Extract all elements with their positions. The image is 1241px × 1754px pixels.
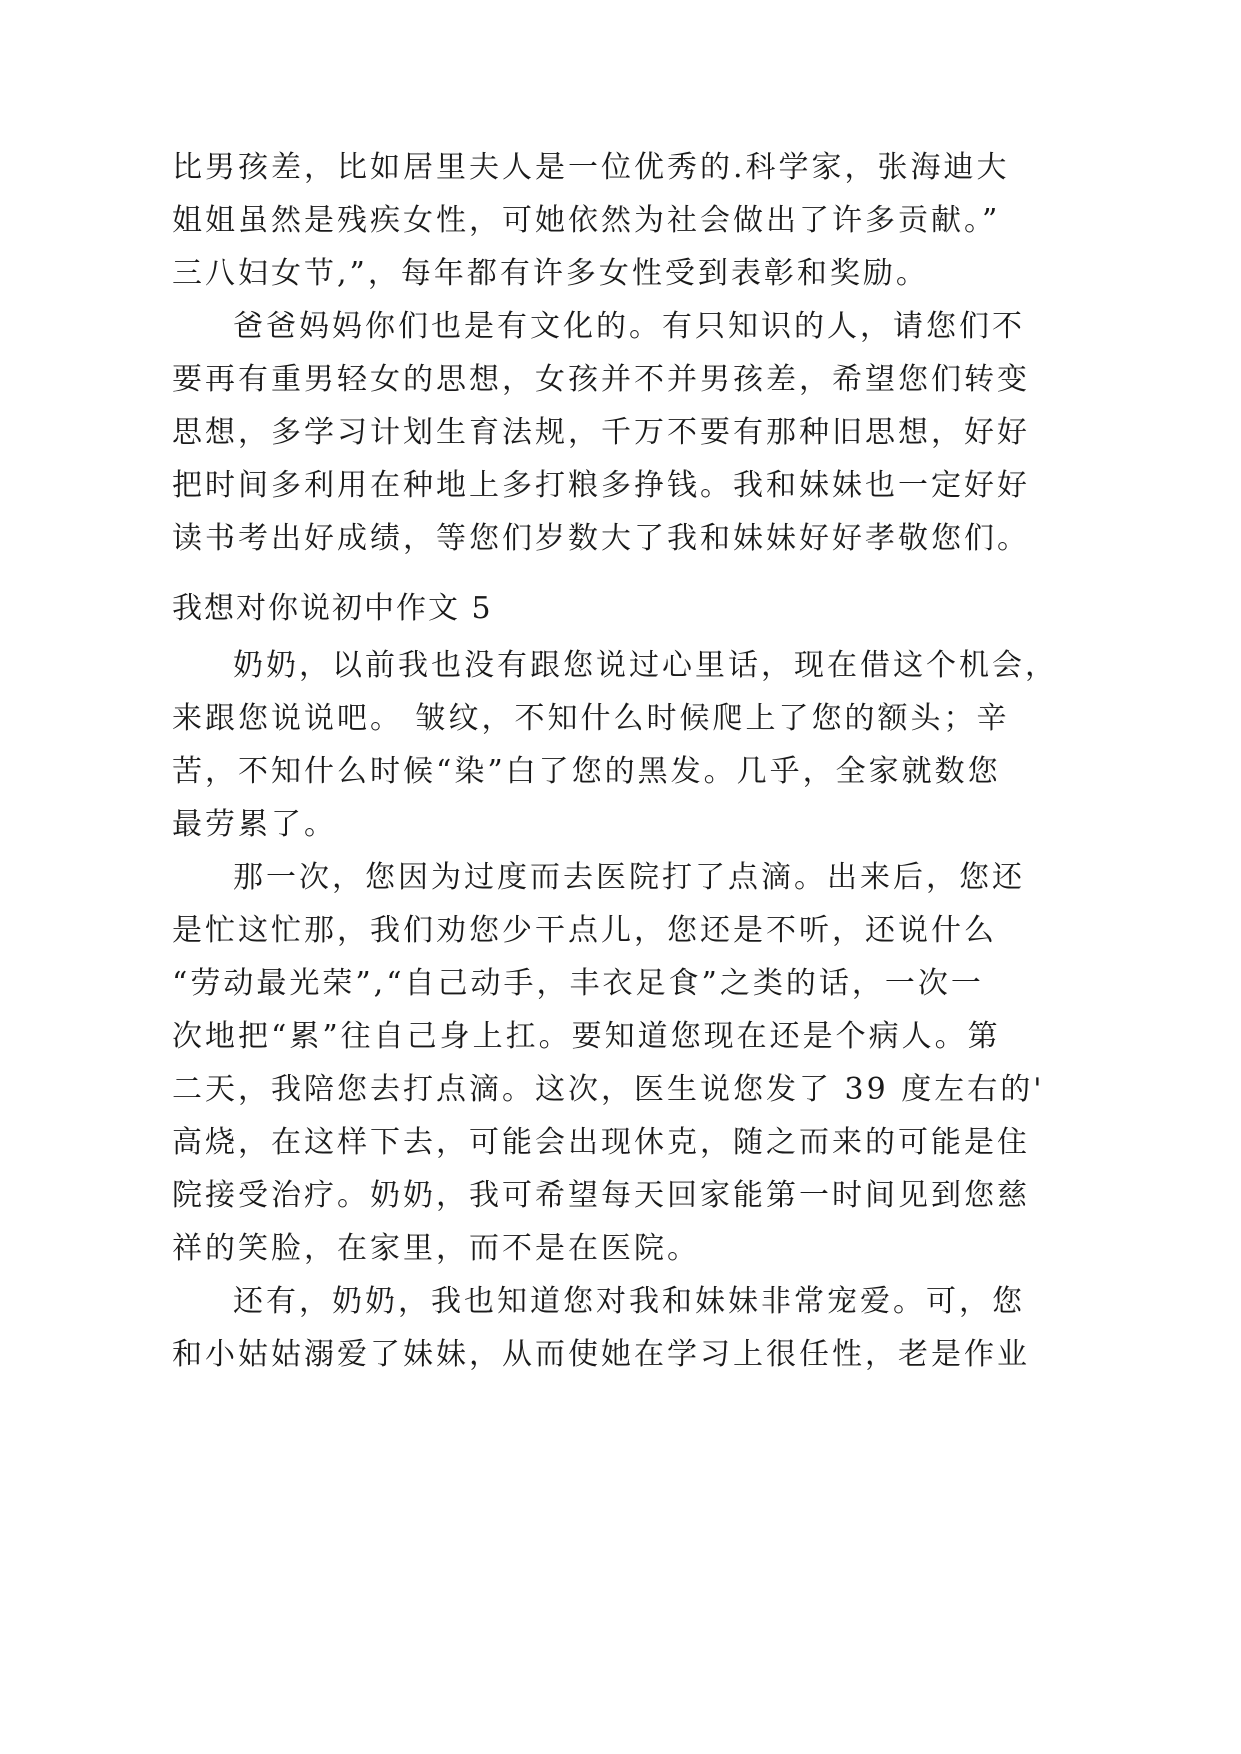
paragraph-line: 还有，奶奶，我也知道您对我和妹妹非常宠爱。可，您 — [233, 1284, 1025, 1319]
paragraph-line: 苦，不知什么时候“染”白了您的黑发。几乎，全家就数您 — [172, 754, 1001, 789]
paragraph-line: 来跟您说说吧。 皱纹，不知什么时候爬上了您的额头；辛 — [172, 701, 1010, 736]
paragraph-line: 奶奶，以前我也没有跟您说过心里话，现在借这个机会， — [233, 648, 1058, 683]
paragraph-line: 把时间多利用在种地上多打粮多挣钱。我和妹妹也一定好好 — [172, 468, 1030, 503]
paragraph-line: 二天，我陪您去打点滴。这次，医生说您发了 39 度左右的' — [172, 1072, 1045, 1107]
paragraph-line: 和小姑姑溺爱了妹妹，从而使她在学习上很任性，老是作业 — [172, 1337, 1030, 1372]
paragraph — [172, 1275, 1241, 1381]
section-heading: 我想对你说初中作文 5 — [172, 591, 493, 626]
paragraph-line: “劳动最光荣”,“自己动手，丰衣足食”之类的话，一次一 — [172, 966, 984, 1001]
paragraph-line: 那一次，您因为过度而去医院打了点滴。出来后，您还 — [233, 860, 1025, 895]
paragraph-line: 最劳累了。 — [172, 807, 337, 842]
paragraph-line: 次地把“累”往自己身上扛。要知道您现在还是个病人。第 — [172, 1019, 1001, 1054]
paragraph-line: 高烧，在这样下去，可能会出现休克，随之而来的可能是住 — [172, 1125, 1030, 1160]
paragraph-line: 姐姐虽然是残疾女性，可她依然为社会做出了许多贡献。” — [172, 203, 1001, 238]
paragraph-line: 是忙这忙那，我们劝您少干点儿，您还是不听，还说什么 — [172, 913, 997, 948]
paragraph — [172, 300, 1241, 565]
paragraph — [172, 639, 1241, 851]
paragraph-line: 爸爸妈妈你们也是有文化的。有只知识的人，请您们不 — [233, 309, 1025, 344]
paragraph-line: 院接受治疗。奶奶，我可希望每天回家能第一时间见到您慈 — [172, 1178, 1030, 1213]
paragraph-line: 三八妇女节,”，每年都有许多女性受到表彰和奖励。 — [172, 256, 929, 291]
paragraph-line: 读书考出好成绩，等您们岁数大了我和妹妹好好孝敬您们。 — [172, 521, 1030, 556]
paragraph-line: 要再有重男轻女的思想，女孩并不并男孩差，希望您们转变 — [172, 362, 1030, 397]
paragraph — [172, 141, 1241, 300]
paragraph — [172, 851, 1241, 1275]
paragraph-line: 祥的笑脸，在家里，而不是在医院。 — [172, 1231, 700, 1266]
paragraph-line: 比男孩差，比如居里夫人是一位优秀的.科学家，张海迪大 — [172, 150, 1010, 185]
paragraph-line: 思想，多学习计划生育法规，千万不要有那种旧思想，好好 — [172, 415, 1030, 450]
